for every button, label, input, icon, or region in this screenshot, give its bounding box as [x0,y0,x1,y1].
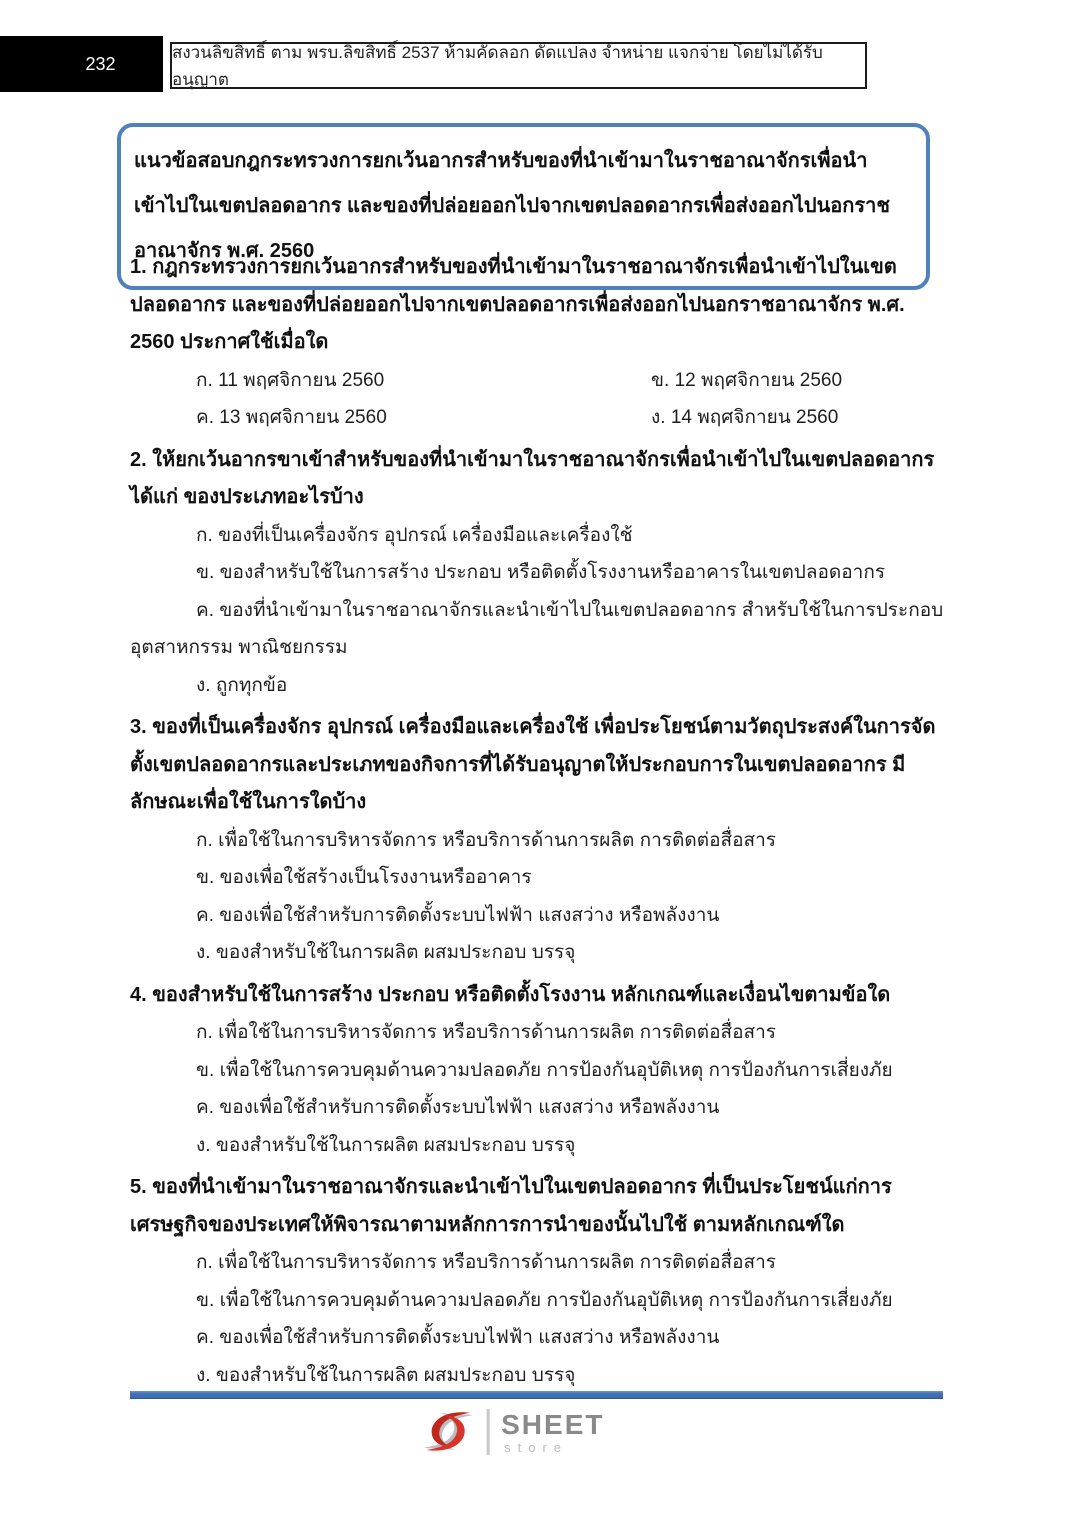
copyright-text: สงวนลิขสิทธิ์ ตาม พรบ.ลิขสิทธิ์ 2537 ห้ามคัดลอก ดัดแปลง จำหน่าย แจกจ่าย โดยไม่ได้รับอนุญาต [172,42,823,89]
question-5 [130,1169,946,1394]
question-5-stem: 5. ของที่นำเข้ามาในราชอาณาจักรและนำเข้าไปในเขตปลอดอากร ที่เป็นประโยชน์แก่การเศรษฐกิจของประเทศให้พิจารณาตามหลักการการนำของนั้นไปใช้ ตามหลักเกณฑ์ใด [130,1176,892,1236]
question-4 [130,977,946,1165]
logo-wordmark: SHEET [501,1408,605,1440]
sheet-store-logo [420,1405,604,1459]
question-3 [130,709,946,972]
choice: ค. ของเพื่อใช้สำหรับการติดตั้งระบบไฟฟ้า แสงสว่าง หรือพลังงาน [196,1327,720,1348]
sheet-store-s-icon [420,1405,474,1459]
choice: ค. 13 พฤศจิกายน 2560 [196,407,387,428]
choice: ค. ของเพื่อใช้สำหรับการติดตั้งระบบไฟฟ้า แสงสว่าง หรือพลังงาน [196,1097,720,1118]
question-list [130,249,946,1399]
copyright-notice-box [170,42,867,89]
choice: ง. ของสำหรับใช้ในการผลิต ผสมประกอบ บรรจุ [196,1134,576,1156]
exam-title: แนวข้อสอบกฎกระทรวงการยกเว้นอากรสำหรับของที่นำเข้ามาในราชอาณาจักรเพื่อนำเข้าไปในเขตปลอดอากร และของที่ปล่อยออกไปจากเขตปลอดอากรเพื่อส่งออกไปนอกราชอาณาจักร พ.ศ. 2560 [134,150,890,262]
question-1 [130,249,946,437]
footer-divider [130,1391,943,1399]
page-number: 232 [85,53,116,74]
question-4-number: 4. [130,983,147,1006]
choice: ก. 11 พฤศจิกายน 2560 [196,369,385,391]
question-3-number: 3. [130,716,147,738]
choice: ก. เพื่อใช้ในการบริหารจัดการ หรือบริการด้านการผลิต การติดต่อสื่อสาร [196,829,776,851]
choice: ก. เพื่อใช้ในการบริหารจัดการ หรือบริการด้านการผลิต การติดต่อสื่อสาร [196,1022,776,1043]
question-2-number: 2. [130,448,147,471]
question-1-stem: 1. กฎกระทรวงการยกเว้นอากรสำหรับของที่นำเข้ามาในราชอาณาจักรเพื่อนำเข้าไปในเขตปลอดอากร และของที่ปล่อยออกไปจากเขตปลอดอากรเพื่อส่งออกไปนอกราชอาณาจักร พ.ศ. 2560 ประกาศใช้เมื่อใด [130,256,905,353]
choice: ง. ของสำหรับใช้ในการผลิต ผสมประกอบ บรรจุ [196,942,576,963]
logo-text-column [501,1410,604,1455]
question-5-choices [130,1244,946,1394]
question-4-choices [130,1014,946,1164]
choice: ข. ของสำหรับใช้ในการสร้าง ประกอบ หรือติดตั้งโรงงานหรืออาคารในเขตปลอดอากร [196,562,886,583]
choice: ง. ของสำหรับใช้ในการผลิต ผสมประกอบ บรรจุ [196,1364,576,1386]
question-2 [130,442,946,705]
question-3-stem: 3. ของที่เป็นเครื่องจักร อุปกรณ์ เครื่องมือและเครื่องใช้ เพื่อประโยชน์ตามวัตถุประสงค์ในการจัดตั้งเขตปลอดอากรและประเภทของกิจการที่ได้รับอนุญาตให้ประกอบการในเขตปลอดอากร มีลักษณะเพื่อใช้ในการใดบ้าง [130,716,936,813]
choice: ก. เพื่อใช้ในการบริหารจัดการ หรือบริการด้านการผลิต การติดต่อสื่อสาร [196,1252,776,1273]
question-3-choices [130,822,946,972]
page-number-box [0,36,163,92]
choice: ค. ของเพื่อใช้สำหรับการติดตั้งระบบไฟฟ้า แสงสว่าง หรือพลังงาน [196,904,720,926]
logo-subtext: store [504,1439,569,1455]
question-4-stem: 4. ของสำหรับใช้ในการสร้าง ประกอบ หรือติดตั้งโรงงาน หลักเกณฑ์และเงื่อนไขตามข้อใด [130,983,891,1006]
choice: ข. ของเพื่อใช้สร้างเป็นโรงงานหรืออาคาร [196,867,532,888]
question-2-choices [130,517,946,705]
choice: ค. ของที่นำเข้ามาในราชอาณาจักรและนำเข้าไปในเขตปลอดอากร สำหรับใช้ในการประกอบอุตสาหกรรม พาณิชยกรรม [130,599,944,658]
choice: ง. 14 พฤศจิกายน 2560 [651,407,839,428]
choice: ก. ของที่เป็นเครื่องจักร อุปกรณ์ เครื่องมือและเครื่องใช้ [196,524,633,546]
choice: ข. เพื่อใช้ในการควบคุมด้านความปลอดภัย การป้องกันอุบัติเหตุ การป้องกันการเสี่ยงภัย [196,1059,893,1081]
question-5-number: 5. [130,1176,147,1198]
logo-divider-line [486,1409,489,1455]
question-2-stem: 2. ให้ยกเว้นอากรขาเข้าสำหรับของที่นำเข้ามาในราชอาณาจักรเพื่อนำเข้าไปในเขตปลอดอากร ได้แก่ ของประเภทอะไรบ้าง [130,448,935,508]
choice: ข. 12 พฤศจิกายน 2560 [651,369,843,391]
choice: ง. ถูกทุกข้อ [196,674,288,696]
choice: ข. เพื่อใช้ในการควบคุมด้านความปลอดภัย การป้องกันอุบัติเหตุ การป้องกันการเสี่ยงภัย [196,1289,893,1311]
question-1-choices [130,362,946,437]
question-1-number: 1. [130,256,147,278]
